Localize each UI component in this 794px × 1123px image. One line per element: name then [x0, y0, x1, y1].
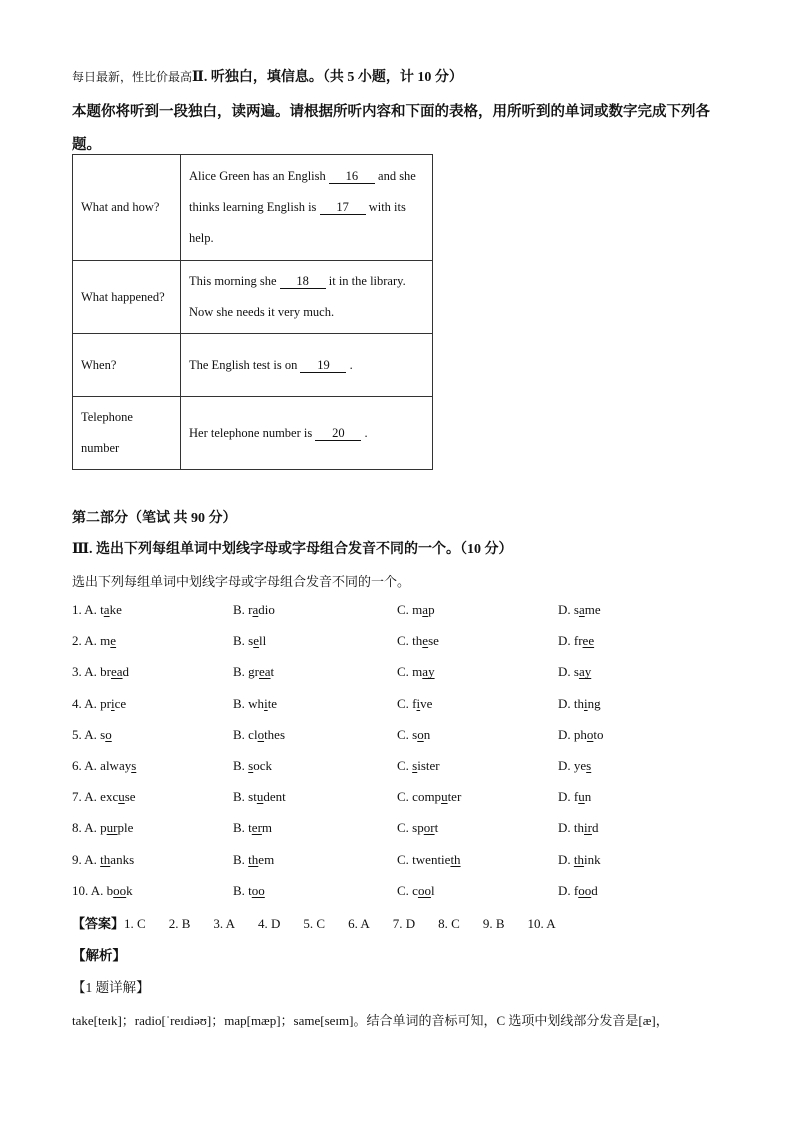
option: D. free — [558, 633, 595, 649]
option: B. term — [233, 820, 273, 836]
option: 6. A. always — [72, 758, 137, 773]
answer-key — [72, 913, 579, 932]
row-content: This morning she 18 it in the library. Now she needs it very much. — [181, 261, 433, 334]
option: 9. A. thanks — [72, 851, 135, 867]
listening-instructions: 本题你将听到一段独白，读两遍。请根据所听内容和下面的表格，用所听到的单词或数字完成下列各题。 — [72, 104, 710, 153]
answer-item: 6. A — [348, 916, 370, 931]
option: D. say — [558, 664, 592, 680]
option: C. sport — [397, 820, 439, 836]
option: C. son — [397, 726, 431, 742]
option: D. third — [558, 820, 599, 836]
option: B. them — [233, 851, 275, 867]
part-two-title: 第二部分（笔试 共 90 分） — [72, 511, 237, 526]
section3-title: Ⅲ. 选出下列每组单词中划线字母或字母组合发音不同的一个。（10 分） — [72, 542, 513, 557]
option: B. radio — [233, 602, 275, 617]
blank-16: 16 — [329, 169, 375, 184]
option: C. computer — [397, 789, 462, 805]
option: B. too — [233, 882, 265, 898]
row-question: What and how? — [73, 155, 181, 261]
option: D. food — [558, 882, 598, 898]
analysis-label: 【解析】 — [72, 948, 126, 963]
table-row — [73, 334, 433, 397]
option: C. map — [397, 602, 435, 617]
detail-text: take[teɪk]；radio[ˈreɪdiəʊ]；map[mæp]；same[seɪm]。结合单词的音标可知，C 选项中划线部分发音是[æ]， — [72, 1013, 669, 1028]
section3-subtitle: 选出下列每组单词中划线字母或字母组合发音不同的一个。 — [72, 574, 411, 589]
option: D. thing — [558, 695, 601, 711]
option: D. same — [558, 602, 601, 617]
section2-header — [72, 66, 463, 86]
option: C. these — [397, 633, 439, 649]
option: B. sock — [233, 758, 273, 773]
option: 7. A. excuse — [72, 789, 136, 805]
table-row — [73, 397, 433, 470]
option: 3. A. bread — [72, 664, 130, 680]
blank-20: 20 — [315, 426, 361, 441]
row-question: When? — [73, 334, 181, 397]
option: B. student — [233, 789, 286, 805]
answer-label: 【答案】 — [72, 916, 125, 931]
table-row — [73, 261, 433, 334]
answer-items — [124, 916, 579, 931]
option: D. photo — [558, 726, 604, 742]
option: 2. A. me — [72, 633, 117, 649]
answer-item: 1. C — [124, 916, 146, 931]
header-prefix: 每日最新，性比价最高 — [72, 70, 193, 84]
row-question: Telephone number — [73, 397, 181, 470]
option: B. great — [233, 664, 275, 680]
blank-19: 19 — [300, 358, 346, 373]
option: C. twentieth — [397, 851, 461, 867]
option: B. clothes — [233, 726, 286, 742]
answer-item: 3. A — [213, 916, 236, 931]
answer-item: 9. B — [482, 916, 505, 931]
section2-title: Ⅱ. 听独白，填信息。（共 5 小题，计 10 分） — [192, 70, 463, 85]
option: D. think — [558, 851, 601, 867]
row-content: Her telephone number is 20 . — [181, 397, 433, 470]
answer-item: 2. B — [168, 916, 191, 931]
option: 8. A. purple — [72, 820, 134, 836]
option: C. five — [397, 695, 433, 711]
table-row — [73, 155, 433, 261]
row-question: What happened? — [73, 261, 181, 334]
option: 4. A. price — [72, 695, 127, 711]
answer-item: 7. D — [392, 916, 416, 931]
blank-17: 17 — [320, 200, 366, 215]
option: B. white — [233, 695, 278, 711]
detail-label: 【1 题详解】 — [72, 980, 150, 995]
option: D. yes — [558, 758, 592, 773]
option: 1. A. take — [72, 602, 122, 617]
option: C. sister — [397, 758, 440, 773]
option: 10. A. book — [72, 882, 133, 898]
listening-table — [72, 154, 433, 470]
row-content: Alice Green has an English 16 and she thinks learning English is 17 with its help. — [181, 155, 433, 261]
option: B. sell — [233, 633, 267, 649]
option: C. may — [397, 664, 435, 680]
row-content: The English test is on 19 . — [181, 334, 433, 397]
option: 5. A. so — [72, 726, 112, 742]
answer-item: 5. C — [303, 916, 326, 931]
option: C. cool — [397, 882, 435, 898]
answer-item: 4. D — [258, 916, 281, 931]
blank-18: 18 — [280, 274, 326, 289]
answer-item: 10. A — [527, 916, 556, 931]
answer-item: 8. C — [438, 916, 460, 931]
option: D. fun — [558, 789, 592, 805]
